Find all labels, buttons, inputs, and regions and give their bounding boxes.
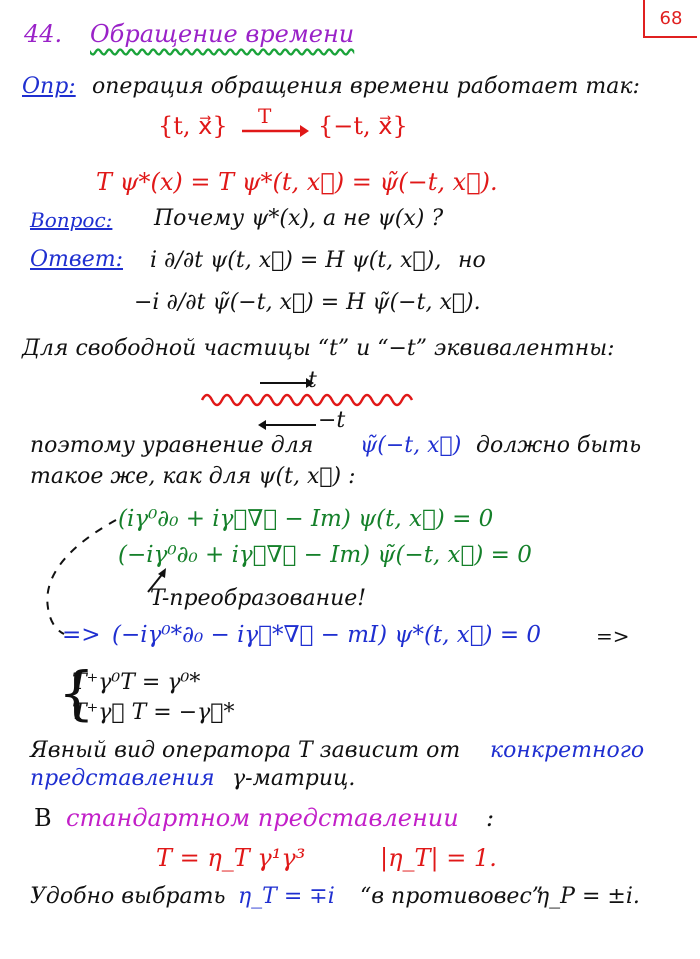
section-number: 44. [24,20,63,48]
system-equation-2: T⁺γ⃗ T = −γ⃗* [72,700,235,725]
explicit-text-1: Явный вид оператора T зависит от [30,738,461,763]
arrow-top-label: t [308,368,317,393]
mapping-right: {−t, x⃗} [318,112,408,140]
conjugate-equation: (−iγ⁰*∂₀ − iγ⃗*∇⃗ − mI) ψ*(t, x⃗) = 0 [112,622,542,648]
mapping-arrow-label: T [258,104,272,128]
system-equation-1: T⁺γ⁰T = γ⁰* [72,670,201,695]
therefore-line-2: такое же, как для ψ(t, x⃗) : [30,464,356,489]
standard-text: стандартном представлении [66,804,459,832]
mapping-arrow-icon [240,124,310,138]
eta-t-choice: η_T = ∓i [238,884,335,909]
free-particle-text: Для свободной частицы “t” и “−t” эквивалентны: [22,336,615,361]
wave-line-icon [200,388,420,412]
definition-text: операция обращения времени работает так: [92,74,640,99]
answer-eq1-tail: но [458,248,486,273]
explicit-gamma-matrices: γ-матриц. [232,766,356,791]
counter-text: “в противовес” [360,884,544,909]
standard-norm: |η_T| = 1. [380,844,497,872]
explicit-concrete: конкретного [490,738,645,763]
answer-label: Ответ: [30,247,123,272]
eta-p-choice: η_P = ±i. [536,884,640,909]
answer-eq2: −i ∂/∂t ψ̃(−t, x⃗) = H ψ̃(−t, x⃗). [134,290,481,315]
arrow-bottom-label: −t [318,408,346,433]
conjugate-tail: => [596,624,630,648]
answer-eq1: i ∂/∂t ψ(t, x⃗) = H ψ(t, x⃗), [150,248,442,273]
conjugate-implies: => [62,622,101,648]
convenient-text: Удобно выбрать [30,884,226,909]
dirac-equation-2: (−iγ⁰∂₀ + iγ⃗∇⃗ − Im) ψ̃(−t, x⃗) = 0 [118,542,532,568]
standard-colon: : [486,804,495,832]
standard-prefix: В [34,804,52,832]
t-transform-note: T-преобразование! [150,586,367,611]
page-number: 68 [643,0,697,38]
question-text: Почему ψ*(x), а не ψ(x) ? [154,206,444,231]
therefore-psi: ψ̃(−t, x⃗) [360,433,462,458]
arrow-left-icon [256,418,320,432]
section-title: Обращение времени [90,20,355,48]
mapping-left: {t, x⃗} [158,112,228,140]
definition-label: Опр: [22,74,76,99]
system-brace: { [58,659,95,727]
standard-equation: T = η_T γ¹γ³ [156,844,306,872]
dirac-equation-1: (iγ⁰∂₀ + iγ⃗∇⃗ − Im) ψ(t, x⃗) = 0 [118,506,494,532]
transform-equation: T ψ*(x) = T ψ*(t, x⃗) = ψ̃(−t, x⃗). [96,168,498,196]
question-label: Вопрос: [30,208,113,232]
therefore-text-2: должно быть [476,433,642,458]
explicit-representation: представления [30,766,215,791]
therefore-text-1: поэтому уравнение для [30,433,314,458]
